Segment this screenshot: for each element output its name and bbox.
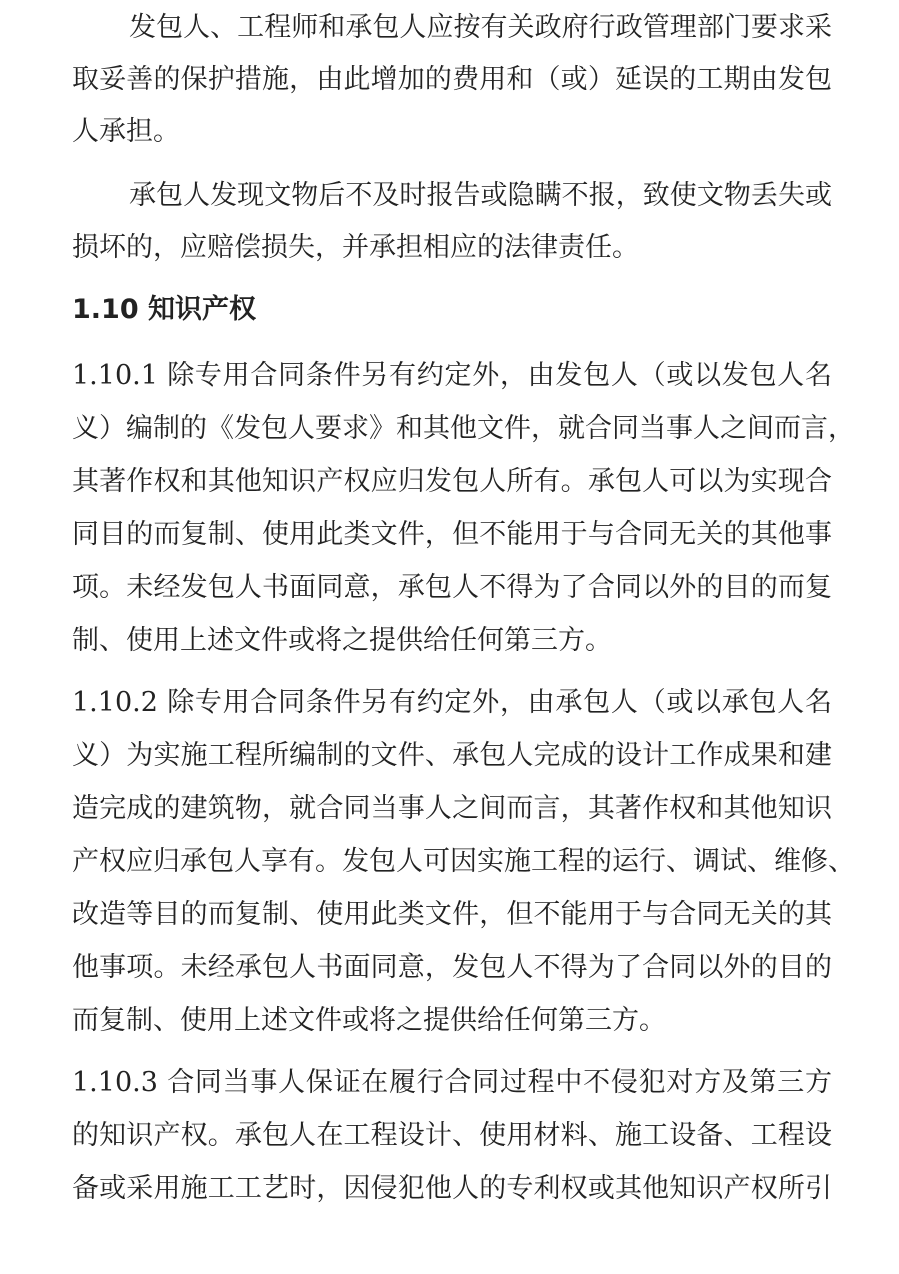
clause-1-10-1-line-6: 制、使用上述文件或将之提供给任何第三方。 bbox=[72, 625, 612, 656]
paragraph-1-line-2: 取妥善的保护措施，由此增加的费用和（或）延误的工期由发包 bbox=[72, 64, 832, 95]
clause-1-10-2-line-3: 造完成的建筑物，就合同当事人之间而言，其著作权和其他知识 bbox=[72, 793, 832, 824]
clause-1-10-2-line-7: 而复制、使用上述文件或将之提供给任何第三方。 bbox=[72, 1005, 666, 1036]
clause-1-10-2-line-1: 1.10.2 除专用合同条件另有约定外，由承包人（或以承包人名 bbox=[72, 687, 832, 718]
paragraph-2-line-2: 损坏的，应赔偿损失，并承担相应的法律责任。 bbox=[72, 232, 639, 263]
paragraph-2-line-1: 承包人发现文物后不及时报告或隐瞒不报，致使文物丢失或 bbox=[129, 180, 832, 211]
section-heading: 1.10 知识产权 bbox=[72, 294, 257, 325]
clause-1-10-2-line-4: 产权应归承包人享有。发包人可因实施工程的运行、调试、维修、 bbox=[72, 846, 855, 877]
paragraph-1-line-1: 发包人、工程师和承包人应按有关政府行政管理部门要求采 bbox=[129, 12, 832, 43]
clause-1-10-1-line-4: 同目的而复制、使用此类文件，但不能用于与合同无关的其他事 bbox=[72, 519, 832, 550]
clause-1-10-2-line-2: 义）为实施工程所编制的文件、承包人完成的设计工作成果和建 bbox=[72, 740, 832, 771]
clause-1-10-1-line-5: 项。未经发包人书面同意，承包人不得为了合同以外的目的而复 bbox=[72, 572, 832, 603]
clause-1-10-1-line-3: 其著作权和其他知识产权应归发包人所有。承包人可以为实现合 bbox=[72, 466, 832, 497]
paragraph-1-line-3: 人承担。 bbox=[72, 116, 180, 147]
clause-1-10-3-line-1: 1.10.3 合同当事人保证在履行合同过程中不侵犯对方及第三方 bbox=[72, 1067, 832, 1098]
clause-1-10-2-line-6: 他事项。未经承包人书面同意，发包人不得为了合同以外的目的 bbox=[72, 952, 832, 983]
clause-1-10-2-line-5: 改造等目的而复制、使用此类文件，但不能用于与合同无关的其 bbox=[72, 899, 832, 930]
clause-1-10-1-line-2: 义）编制的《发包人要求》和其他文件，就合同当事人之间而言， bbox=[72, 413, 855, 444]
clause-1-10-3-line-3: 备或采用施工工艺时，因侵犯他人的专利权或其他知识产权所引 bbox=[72, 1173, 832, 1204]
clause-1-10-3-line-2: 的知识产权。承包人在工程设计、使用材料、施工设备、工程设 bbox=[72, 1120, 832, 1151]
clause-1-10-1-line-1: 1.10.1 除专用合同条件另有约定外，由发包人（或以发包人名 bbox=[72, 360, 832, 391]
